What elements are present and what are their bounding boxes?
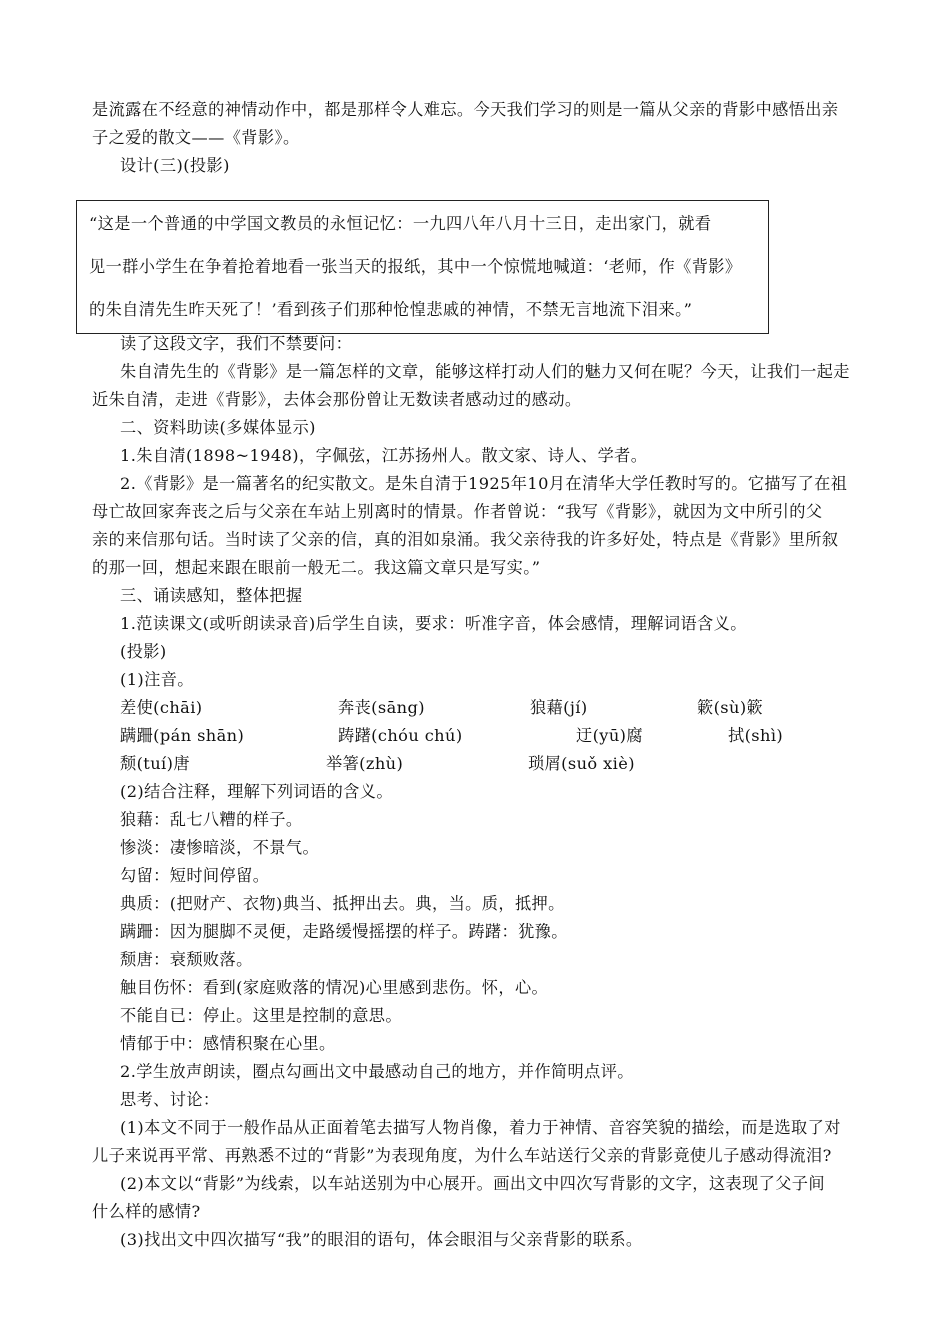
gloss-item: 蹒跚：因为腿脚不灵便，走路缓慢摇摆的样子。踌躇：犹豫。 [120, 922, 568, 941]
section2-item1: 1.朱自清(1898~1948)，字佩弦，江苏扬州人。散文家、诗人、学者。 [120, 446, 648, 465]
projection-label: (投影) [120, 642, 167, 661]
after-quote-line-2: 朱自清先生的《背影》是一篇怎样的文章，能够这样打动人们的魅力又何在呢？今天，让我们一起走 [120, 362, 850, 381]
pinyin-susu: 簌(sù)簌 [697, 698, 764, 717]
pinyin-tuitang: 颓(tuí)唐 [120, 754, 190, 773]
pinyin-shi: 拭(shì) [728, 726, 784, 745]
pinyin-langji: 狼藉(jí) [530, 698, 588, 717]
intro-line-2: 子之爱的散文——《背影》。 [92, 128, 300, 147]
section3-heading: 三、诵读感知，整体把握 [120, 586, 303, 605]
section2-item2-line-1: 2.《背影》是一篇著名的纪实散文。是朱自清于1925年10月在清华大学任教时写的。它描写了在祖 [120, 474, 848, 493]
question-2-line-1: (2)本文以“背影”为线索，以车站送别为中心展开。画出文中四次写背影的文字，这表现了父子间 [120, 1174, 825, 1193]
question-1-line-2: 儿子来说再平常、再熟悉不过的“背影”为表现角度，为什么车站送行父亲的背影竟使儿子感动得流泪? [92, 1146, 832, 1165]
quote-line-3: 的朱自清先生昨天死了！’看到孩子们那种怆惶悲戚的神情，不禁无言地流下泪来。” [89, 300, 693, 319]
question-2-line-2: 什么样的感情? [92, 1202, 201, 1221]
quote-line-1: “这是一个普通的中学国文教员的永恒记忆：一九四八年八月十三日，走出家门，就看 [89, 214, 712, 233]
section3-item2: 2.学生放声朗读，圈点勾画出文中最感动自己的地方，并作简明点评。 [120, 1062, 634, 1081]
intro-line-1: 是流露在不经意的神情动作中，都是那样令人难忘。今天我们学习的则是一篇从父亲的背影中感悟出亲 [92, 100, 839, 119]
discuss-label: 思考、讨论： [120, 1090, 220, 1109]
pinyin-yufu: 迂(yū)腐 [576, 726, 643, 745]
pinyin-bensang: 奔丧(sāng) [338, 698, 425, 717]
gloss-label: (2)结合注释，理解下列词语的含义。 [120, 782, 393, 801]
zhuyin-label: (1)注音。 [120, 670, 194, 689]
pinyin-panshan: 蹒跚(pán shān) [120, 726, 245, 745]
gloss-item: 惨淡：凄惨暗淡，不景气。 [120, 838, 320, 857]
gloss-item: 颓唐：衰颓败落。 [120, 950, 253, 969]
section2-heading: 二、资料助读(多媒体显示) [120, 418, 316, 437]
gloss-item: 勾留：短时间停留。 [120, 866, 270, 885]
gloss-item: 触目伤怀：看到(家庭败落的情况)心里感到悲伤。怀，心。 [120, 978, 549, 997]
section2-item2-line-2: 母亡故回家奔丧之后与父亲在车站上别离时的情景。作者曾说：“我写《背影》，就因为文中所引的父 [92, 502, 823, 521]
gloss-item: 典质：(把财产、衣物)典当、抵押出去。典，当。质，抵押。 [120, 894, 565, 913]
section2-item2-line-3: 亲的来信那句话。当时读了父亲的信，真的泪如泉涌。我父亲待我的许多好处，特点是《背影》里所叙 [92, 530, 839, 549]
design-three-heading: 设计(三)(投影) [120, 156, 230, 175]
question-3: (3)找出文中四次描写“我”的眼泪的语句，体会眼泪与父亲背影的联系。 [120, 1230, 643, 1249]
section2-item2-line-4: 的那一回，想起来跟在眼前一般无二。我这篇文章只是写实。” [92, 558, 541, 577]
quote-line-2: 见一群小学生在争着抢着地看一张当天的报纸，其中一个惊慌地喊道：‘老师，作《背影》 [89, 257, 742, 276]
pinyin-juzhu: 举箸(zhù) [326, 754, 404, 773]
gloss-item: 狼藉：乱七八糟的样子。 [120, 810, 303, 829]
gloss-item: 不能自已：停止。这里是控制的意思。 [120, 1006, 402, 1025]
gloss-item: 情郁于中：感情积聚在心里。 [120, 1034, 336, 1053]
pinyin-chouchu: 踌躇(chóu chú) [338, 726, 463, 745]
question-1-line-1: (1)本文不同于一般作品从正面着笔去描写人物肖像，着力于神情、音容笑貌的描绘，而是选取了对 [120, 1118, 841, 1137]
section3-item1: 1.范读课文(或听朗读录音)后学生自读，要求：听准字音，体会感情，理解词语含义。 [120, 614, 747, 633]
quote-box [76, 200, 769, 334]
pinyin-chaishi: 差使(chāi) [120, 698, 203, 717]
pinyin-suoxie: 琐屑(suǒ xiè) [528, 754, 635, 773]
after-quote-line-1: 读了这段文字，我们不禁要问： [120, 334, 353, 353]
after-quote-line-3: 近朱自清，走进《背影》，去体会那份曾让无数读者感动过的感动。 [92, 390, 582, 409]
